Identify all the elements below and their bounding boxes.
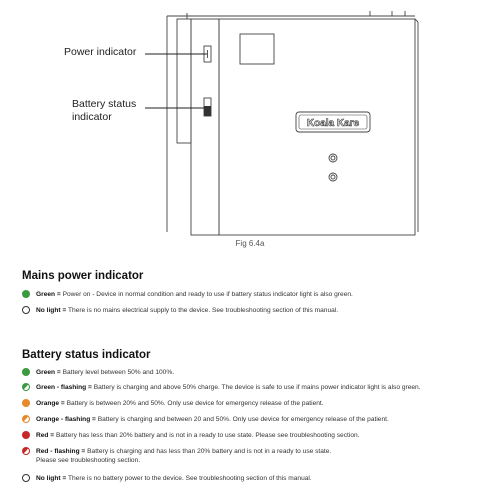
battery-green-flashing-label: Green - flashing = (36, 384, 92, 391)
battery-green-text: Battery level between 50% and 100%. (62, 369, 175, 376)
battery-row-red (22, 431, 490, 440)
battery-red-flashing-text2: Please see troubleshooting section. (36, 457, 141, 464)
battery-row-orange (22, 399, 490, 408)
battery-row-orange-flashing (22, 415, 490, 424)
device-figure (0, 0, 500, 238)
battery-red-flashing-label: Red - flashing = (36, 448, 86, 455)
battery-indicator-callout-line2: indicator (72, 111, 112, 123)
mains-green-label: Green = (36, 291, 61, 298)
green-dot-icon (22, 290, 30, 298)
battery-row-green (22, 368, 490, 377)
battery-indicator-callout-line1: Battery status (72, 98, 137, 110)
koala-kare-logo (296, 112, 370, 132)
figure-caption: Fig 6.4a (235, 239, 265, 248)
empty-dot-icon (22, 474, 30, 482)
mains-row-green (22, 290, 490, 299)
battery-green-flashing-text: Battery is charging and above 50% charge. The device is safe to use if mains power indicator light is also green. (93, 384, 421, 391)
battery-green-label: Green = (36, 369, 61, 376)
mains-nolight-text: There is no mains electrical supply to the device. See troubleshooting section of this manual. (67, 307, 339, 314)
battery-red-text: Battery has less than 20% battery and is not in a ready to use state. Please see troubleshooting section. (55, 432, 360, 439)
power-indicator-callout: Power indicator (64, 46, 137, 58)
battery-orange-text: Battery is between 20% and 50%. Only use device for emergency release of the patient. (66, 400, 324, 407)
green-flashing-dot-icon (22, 383, 30, 391)
orange-flashing-dot-icon (22, 415, 30, 423)
empty-dot-icon (22, 306, 30, 314)
battery-row-no-light (22, 474, 490, 483)
red-dot-icon (22, 431, 30, 439)
battery-orange-flashing-label: Orange - flashing = (36, 416, 96, 423)
red-flashing-dot-icon (22, 447, 30, 455)
battery-orange-flashing-text: Battery is charging and between 20 and 50%. Only use device for emergency release of the patient. (97, 416, 389, 423)
battery-row-red-flashing (22, 447, 490, 465)
battery-row-green-flashing (22, 383, 490, 392)
svg-text:Koala Kare: Koala Kare (306, 118, 360, 129)
battery-red-label: Red = (36, 432, 55, 439)
battery-red-flashing-text: Battery is charging and has less than 20% battery and is not in a ready to use state. (87, 448, 332, 455)
battery-nolight-text: There is no battery power to the device. See troubleshooting section of this manual. (67, 475, 312, 482)
green-dot-icon (22, 368, 30, 376)
mains-section-title: Mains power indicator (22, 270, 144, 282)
battery-nolight-label: No light = (36, 475, 67, 482)
battery-section-title: Battery status indicator (22, 349, 151, 361)
mains-row-no-light (22, 306, 490, 315)
battery-orange-label: Orange = (36, 400, 65, 407)
mains-green-text: Power on - Device in normal condition and ready to use if battery status indicator light is also green. (62, 291, 353, 298)
orange-dot-icon (22, 399, 30, 407)
mains-nolight-label: No light = (36, 307, 67, 314)
battery-indicator-light (204, 106, 211, 116)
